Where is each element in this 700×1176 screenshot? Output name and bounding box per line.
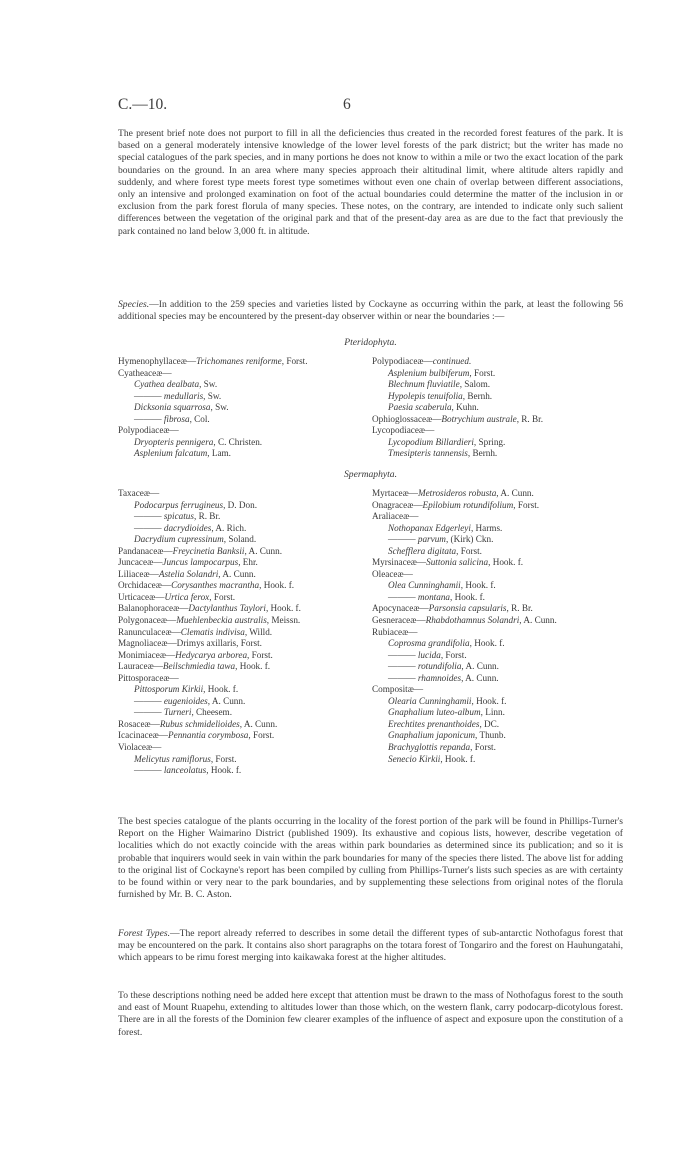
species-name: Nothopanax Edgerleyi — [388, 522, 471, 533]
species-entry — [372, 368, 543, 380]
forest-types-lead: Forest Types. — [118, 928, 170, 939]
species-name: Gnaphalium japonicum — [388, 730, 476, 741]
family-name: Cyatheaceæ— — [118, 367, 172, 378]
species-author: , Hook. f. — [440, 753, 476, 764]
page-header — [118, 96, 582, 114]
species-entry — [372, 754, 557, 766]
species-entry — [372, 523, 557, 535]
species-entry — [118, 402, 308, 414]
species-entry — [118, 730, 301, 742]
species-name: medullaris — [163, 390, 204, 401]
species-author: , Sw. — [210, 402, 229, 413]
species-name: Schefflera digitata — [388, 545, 457, 556]
family-name: Orchidaceæ— — [118, 580, 172, 591]
species-entry — [118, 534, 301, 546]
species-name: Hedycarya arborea — [175, 649, 248, 660]
family-name: ——— — [134, 707, 164, 718]
species-author: , Forst. — [513, 499, 540, 510]
catalogue-paragraph: The best species catalogue of the plants occurring in the locality of the forest portion of the park will be found in Phillips-Turner's Report on the Higher Waimarino District (published 1909). Its exhaustive and copious lists, however, describe vegetation of localities which do not exactly coincide with the areas within park boundaries as determined since its publication; and so it is probable that inquirers would seek in vain within the park boundaries for many of the species there listed. The above list for adding to the original list of Cockayne's report has been compiled by culling from Phillips-Turner's lists such species as are with certainty to be found within or very near to the park boundaries, and by supplementing these selections from original notes of the florula furnished by Mr. B. C. Aston. — [118, 816, 623, 901]
species-author: , Forst. — [209, 591, 236, 602]
species-author: , Forst. — [236, 638, 262, 649]
family-name: Ranunculaceæ— — [118, 626, 181, 637]
species-author: , Forst. — [456, 545, 482, 556]
family-name: Polypodiaceæ— — [372, 356, 433, 366]
species-name: Botrychium australe — [441, 413, 517, 424]
species-author: , Cheesem. — [191, 707, 233, 718]
spermaphyta-left-list — [118, 488, 301, 777]
species-name: Rubus schmidelioides — [159, 718, 240, 729]
family-name: Violaceæ— — [118, 742, 162, 753]
species-entry — [372, 488, 557, 500]
species-entry — [118, 580, 301, 592]
species-entry — [372, 742, 557, 754]
species-entry — [118, 673, 301, 685]
species-name: Juncus lampocarpus — [162, 557, 239, 568]
species-entry — [118, 546, 301, 558]
family-name: Gesneraceæ— — [372, 615, 426, 626]
species-name: Parsonsia capsularis — [428, 603, 507, 614]
species-author: , Hook. f. — [265, 603, 301, 614]
species-entry — [118, 638, 301, 650]
species-author: , A. Cunn. — [239, 718, 278, 729]
species-author: , Forst. — [210, 753, 237, 764]
family-name: Juncaceæ— — [118, 557, 163, 568]
species-entry — [372, 603, 557, 615]
pteridophyta-left-list — [118, 356, 308, 460]
family-name: Monimiaceæ— — [118, 649, 176, 660]
species-name: montana — [417, 591, 451, 602]
species-entry — [372, 391, 543, 403]
species-author: , R. Br. — [193, 511, 221, 522]
species-author: , A. Cunn. — [218, 568, 256, 579]
species-text: —In addition to the 259 species and varieties listed by Cockayne as occurring within the park, at least the following 56 additional species may be encountered by the present-day observer within or near the boundaries :— — [118, 299, 623, 323]
family-name: Taxaceæ— — [118, 488, 160, 498]
species-entry — [118, 592, 301, 604]
species-author: , Thunb. — [475, 730, 506, 741]
species-entry — [118, 684, 301, 696]
species-name: Olearia Cunninghamii — [388, 695, 472, 706]
species-entry — [372, 580, 557, 592]
family-name: ——— — [134, 413, 164, 424]
species-name: Gnaphalium luteo-album — [388, 707, 481, 718]
family-name: Magnoliaceæ—Drimys axillaris — [118, 638, 237, 649]
species-author: , Ehr. — [238, 557, 258, 568]
species-author: , Bernh. — [462, 390, 493, 401]
species-name: rhamnoides — [417, 672, 462, 683]
species-name: Clematis indivisa — [180, 626, 245, 637]
family-name: ——— — [134, 695, 164, 706]
species-entry — [372, 437, 543, 449]
species-name: Muehlenbeckia australis — [176, 615, 267, 626]
species-name: Turneri — [163, 707, 192, 718]
species-entry — [118, 414, 308, 426]
species-entry — [118, 627, 301, 639]
species-entry — [118, 569, 301, 581]
species-entry — [372, 448, 543, 460]
species-entry — [372, 379, 543, 391]
species-entry — [372, 569, 557, 581]
species-paragraph — [118, 299, 623, 323]
family-name: ——— — [134, 511, 164, 522]
species-entry — [118, 511, 301, 523]
species-author: , Col. — [189, 413, 210, 424]
species-name: Epilobium rotundifolium — [422, 499, 514, 510]
species-entry — [372, 627, 557, 639]
species-name: Pittosporum Kirkii — [134, 684, 204, 695]
family-name: Myrsinaceæ— — [372, 557, 427, 568]
species-entry — [372, 546, 557, 558]
family-name: Apocynaceæ— — [372, 603, 429, 614]
forest-types-paragraph — [118, 928, 623, 965]
species-entry — [372, 673, 557, 685]
species-author: , Forst. — [248, 730, 275, 741]
species-entry — [118, 650, 301, 662]
species-name: Erechtites prenanthoides — [388, 718, 480, 729]
species-entry — [372, 500, 557, 512]
species-entry — [372, 414, 543, 426]
species-name: lucida — [417, 649, 441, 660]
species-name: lanceolatus — [163, 765, 207, 776]
species-author: , Hook. f. — [259, 580, 295, 591]
species-entry — [118, 742, 301, 754]
species-name: spicatus — [163, 511, 194, 522]
species-entry — [372, 696, 557, 708]
species-entry — [118, 368, 308, 380]
species-entry — [118, 425, 308, 437]
species-name: Olea Cunninghamii — [388, 580, 461, 591]
species-author: , A. Cunn. — [519, 615, 557, 626]
species-author: , Forst. — [281, 356, 308, 366]
species-author: , Linn. — [480, 707, 505, 718]
species-author: , Kuhn. — [451, 402, 479, 413]
family-name: ——— — [388, 672, 418, 683]
species-entry — [372, 661, 557, 673]
species-author: , A. Cunn. — [496, 488, 534, 498]
species-name: Dicksonia squarrosa — [134, 402, 211, 413]
species-name: Astelia Solandri — [158, 568, 219, 579]
species-name: Hypolepis tenuifolia — [388, 390, 463, 401]
species-name: parvum — [417, 534, 446, 545]
species-entry — [118, 437, 308, 449]
species-author: , Sw. — [199, 379, 218, 390]
species-author: , Willd. — [244, 626, 273, 637]
family-name: Araliaceæ— — [372, 511, 419, 522]
species-entry — [118, 523, 301, 535]
species-author: , Hook. f. — [235, 661, 271, 672]
family-name: Rubiaceæ— — [372, 626, 418, 637]
species-author: , Lam. — [207, 448, 231, 459]
species-name: Urtica ferox — [164, 591, 210, 602]
species-name: Dacrydium cupressinum — [134, 534, 224, 545]
family-name: Onagraceæ— — [372, 499, 423, 510]
species-name: Paesia scaberula — [388, 402, 452, 413]
spermaphyta-heading: Spermaphyta. — [343, 469, 398, 480]
species-author: , Hook. f. — [460, 580, 496, 591]
species-entry — [372, 730, 557, 742]
species-entry — [118, 754, 301, 766]
species-author: , Soland. — [223, 534, 257, 545]
species-author: , Hook. f. — [471, 695, 507, 706]
document-reference: C.—10. — [118, 96, 168, 113]
species-author: , Forst. — [470, 742, 496, 753]
species-entry — [372, 356, 543, 368]
family-name: Liliaceæ— — [118, 568, 159, 579]
species-author: , R. Br. — [506, 603, 533, 614]
species-lead: Species. — [118, 299, 150, 310]
species-name: Melicytus ramiflorus — [134, 753, 211, 764]
family-name: Oleaceæ— — [372, 568, 413, 579]
family-name: Polygonaceæ— — [118, 615, 177, 626]
species-entry — [372, 707, 557, 719]
species-entry — [118, 765, 301, 777]
species-entry — [372, 638, 557, 650]
species-name: eugenioides — [163, 695, 208, 706]
species-name: Beilschmiedia tawa — [162, 661, 236, 672]
spermaphyta-right-list — [372, 488, 557, 765]
intro-paragraph: The present brief note does not purport to fill in all the deficiencies thus created in the recorded forest features of the park. It is based on a general moderately intensive knowledge of the lower level forests of the park district; but the writer has made no special catalogues of the park species, and in many portions he does not know to within a mile or two the exact location of the park boundaries on the ground. In an area where many species approach their altitudinal limit, where altitude alters rapidly and suddenly, and where forest type meets forest type sometimes without even one chain of overlap between different associations, only an intensive and prolonged examination on foot of the actual boundaries could determine the matter of the inclusion in or exclusion from the park forest florula of many species. These notes, on the contrary, are intended to indicate only such salient differences between the vegetation of the original park and that of the present-day area as are due to the fact that previously the park contained no land below 3,000 ft. in altitude. — [118, 128, 623, 237]
species-entry — [118, 379, 308, 391]
species-name: dacrydioides — [163, 522, 212, 533]
species-name: Lycopodium Billardieri — [388, 436, 474, 447]
species-name: Dactylanthus Taylori — [188, 603, 266, 614]
species-entry — [372, 534, 557, 546]
closing-paragraph: To these descriptions nothing need be added here except that attention must be drawn to the mass of Nothofagus forest to the south and east of Mount Ruapehu, extending to altitudes lower than those which, on the western flank, carry podocarp-dicotylous forest. There are in all the forests of the Dominion few clearer examples of the influence of aspect and exposure upon the constitution of a forest. — [118, 990, 623, 1038]
species-author: , Forst. — [440, 649, 467, 660]
family-name: ——— — [134, 390, 164, 401]
species-name: Dryopteris pennigera — [134, 436, 214, 447]
forest-types-text: —The report already referred to describes in some detail the different types of sub-antarctic Nothofagus forest that may be encountered on the park. It contains also short paragraphs on the totara forest of Tongariro and the forest on Hauhungatahi, which appears to be rimu forest merging into kaikawaka forest at the higher altitudes. — [118, 928, 623, 964]
family-name: Compositæ— — [372, 684, 424, 695]
species-author: , (Kirk) Ckn. — [445, 534, 494, 545]
species-author: , Spring. — [473, 436, 506, 447]
species-author: , A. Cunn. — [244, 545, 282, 556]
species-author: , Forst. — [247, 649, 273, 660]
species-entry — [372, 511, 557, 523]
species-author: , Bernh. — [467, 448, 498, 459]
species-name: Asplenium falcatum — [134, 448, 208, 459]
species-author: , A. Cunn. — [461, 672, 499, 683]
species-entry — [118, 356, 308, 368]
species-author: , Hook. f. — [206, 765, 242, 776]
species-name: Trichomanes reniforme — [196, 356, 282, 366]
family-name: Rosaceæ— — [118, 718, 160, 729]
family-name: ——— — [388, 649, 418, 660]
species-name: Podocarpus ferrugineus — [134, 499, 224, 510]
family-name: ——— — [134, 522, 164, 533]
species-name: fibrosa — [163, 413, 190, 424]
species-entry — [372, 719, 557, 731]
family-name: Icacinaceæ— — [118, 730, 168, 741]
species-name: Freycinetia Banksii — [172, 545, 245, 556]
family-name: Pandanaceæ— — [118, 545, 173, 556]
species-entry — [118, 557, 301, 569]
species-author: , Meissn. — [266, 615, 301, 626]
species-name: Asplenium bulbiferum — [388, 367, 470, 378]
species-entry — [118, 719, 301, 731]
species-name: Metrosideros robusta — [417, 488, 497, 498]
pteridophyta-right-list — [372, 356, 543, 460]
species-entry — [118, 448, 308, 460]
species-author: , A. Cunn. — [461, 661, 499, 672]
species-entry — [118, 603, 301, 615]
family-name: Urticaceæ— — [118, 591, 165, 602]
species-author: , Salom. — [459, 379, 491, 390]
species-name: Suttonia salicina — [426, 557, 489, 568]
species-name: Pennantia corymbosa — [168, 730, 249, 741]
species-author: , D. Don. — [223, 499, 258, 510]
species-author: , Forst. — [469, 367, 496, 378]
family-name: Balanophoraceæ— — [118, 603, 189, 614]
family-name: Lauraceæ— — [118, 661, 163, 672]
species-name: Cyathea dealbata — [134, 379, 200, 390]
species-name: rotundifolia — [417, 661, 462, 672]
species-author: , Hook. f. — [450, 591, 485, 602]
species-name: Tmesipteris tannensis — [388, 448, 468, 459]
species-name: continued. — [432, 356, 472, 366]
species-entry — [118, 391, 308, 403]
family-name: ——— — [388, 661, 418, 672]
family-name: Myrtaceæ— — [372, 488, 418, 498]
species-entry — [118, 696, 301, 708]
species-name: Senecio Kirkii — [388, 753, 441, 764]
species-entry — [372, 557, 557, 569]
species-author: , C. Christen. — [213, 436, 263, 447]
species-entry — [372, 592, 557, 604]
page-number: 6 — [343, 96, 351, 113]
species-name: Corysanthes macrantha — [171, 580, 260, 591]
family-name: Pittosporaceæ— — [118, 672, 179, 683]
family-name: Lycopodiaceæ— — [372, 425, 435, 436]
species-author: , Hook. f. — [469, 638, 505, 649]
species-author: , Sw. — [203, 390, 222, 401]
species-author: , A. Cunn. — [207, 695, 246, 706]
species-name: Coprosma grandifolia — [388, 638, 470, 649]
species-entry — [372, 425, 543, 437]
species-author: , Harms. — [470, 522, 503, 533]
species-author: , A. Rich. — [211, 522, 247, 533]
family-name: ——— — [388, 534, 418, 545]
family-name: Ophioglossaceæ— — [372, 413, 442, 424]
species-entry — [118, 661, 301, 673]
species-entry — [118, 500, 301, 512]
species-entry — [372, 615, 557, 627]
species-author: , DC. — [479, 718, 500, 729]
family-name: Hymenophyllaceæ— — [118, 356, 197, 366]
species-entry — [372, 684, 557, 696]
species-name: Blechnum fluviatile — [388, 379, 460, 390]
species-author: , Hook. f. — [203, 684, 239, 695]
species-name: Brachyglottis repanda — [388, 742, 471, 753]
species-name: Rhabdothamnus Solandri — [425, 615, 520, 626]
species-author: , R. Br. — [516, 413, 543, 424]
family-name: Polypodiaceæ— — [118, 425, 179, 436]
family-name: ——— — [388, 591, 418, 602]
pteridophyta-heading: Pteridophyta. — [344, 337, 397, 348]
species-entry — [372, 402, 543, 414]
family-name: ——— — [134, 765, 164, 776]
species-entry — [372, 650, 557, 662]
species-entry — [118, 488, 301, 500]
species-entry — [118, 707, 301, 719]
species-author: , Hook. f. — [488, 557, 524, 568]
species-entry — [118, 615, 301, 627]
